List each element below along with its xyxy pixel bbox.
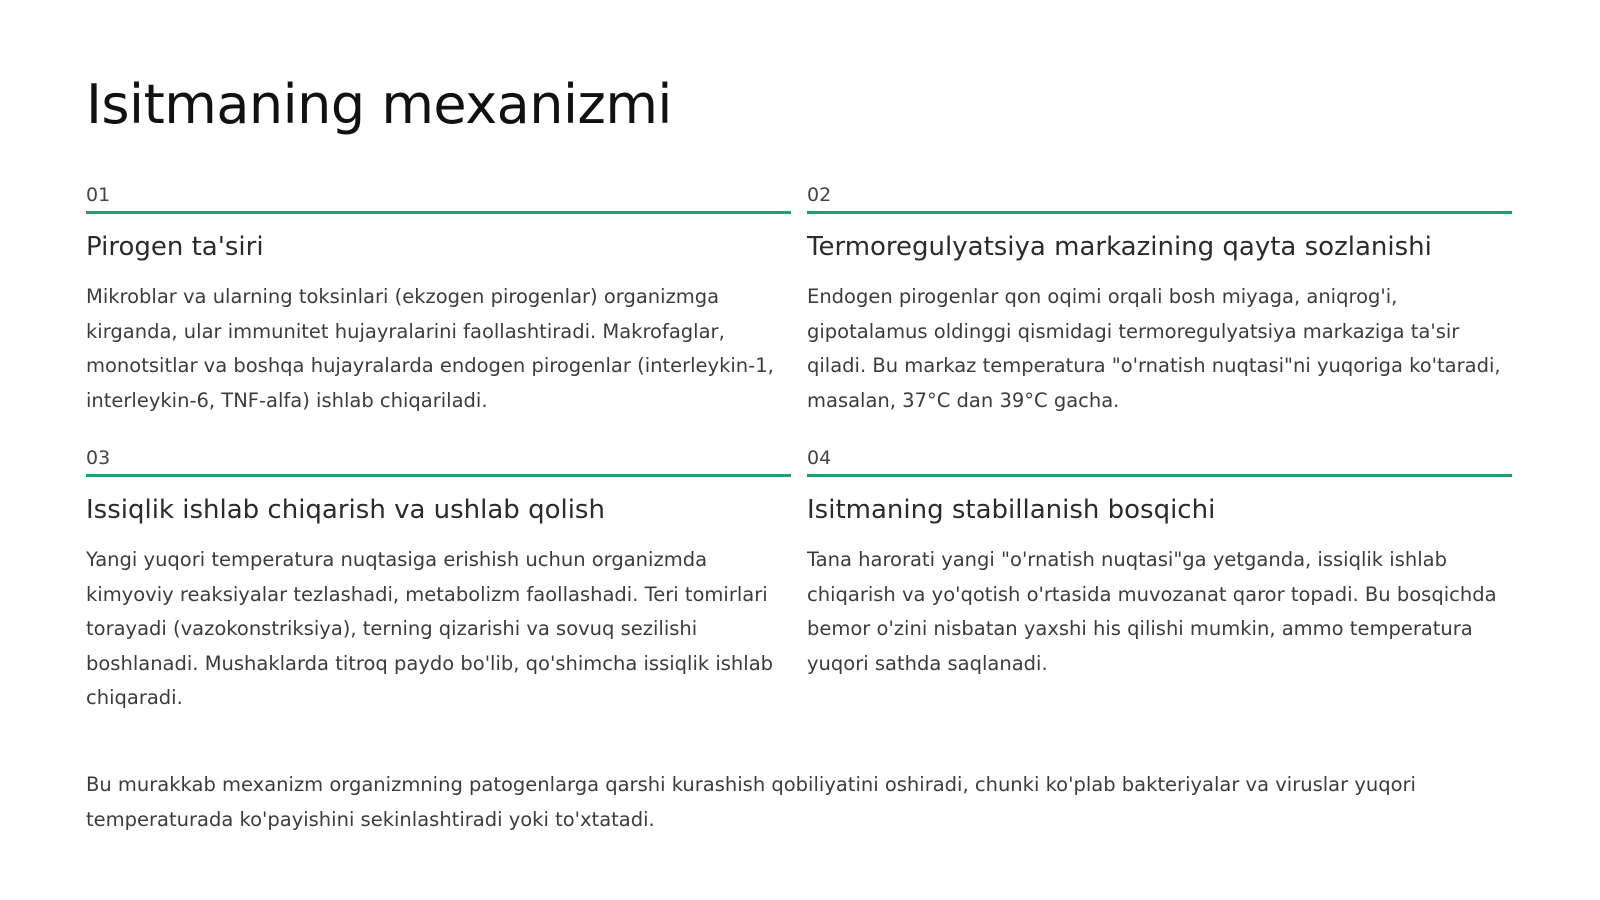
step-card-3 bbox=[86, 446, 791, 716]
step-text: Tana harorati yangi "o'rnatish nuqtasi"ga yetganda, issiqlik ishlab chiqarish va yo'qotish o'rtasida muvozanat qaror topadi. Bu bosqichda bemor o'zini nisbatan yaxshi his qilishi mumkin, ammo temperatura yuqori sathda saqlanadi. bbox=[807, 548, 1497, 675]
step-divider bbox=[807, 211, 1512, 214]
step-heading: Issiqlik ishlab chiqarish va ushlab qolish bbox=[86, 495, 605, 525]
step-text: Mikroblar va ularning toksinlari (ekzogen pirogenlar) organizmga kirganda, ular immunitet hujayralarini faollashtiradi. Makrofaglar, monotsitlar va boshqa hujayralarda endogen pirogenlar (interleykin-1, interleykin-6, TNF-alfa) ishlab chiqariladi. bbox=[86, 285, 774, 412]
step-divider bbox=[807, 474, 1512, 477]
page-title: Isitmaning mexanizmi bbox=[86, 73, 672, 136]
step-text: Endogen pirogenlar qon oqimi orqali bosh miyaga, aniqrog'i, gipotalamus oldinggi qismidagi termoregulyatsiya markaziga ta'sir qiladi. Bu markaz temperatura "o'rnatish nuqtasi"ni yuqoriga ko'taradi, masalan, 37°C dan 39°C gacha. bbox=[807, 285, 1501, 412]
step-heading: Pirogen ta'siri bbox=[86, 232, 264, 262]
step-heading: Isitmaning stabillanish bosqichi bbox=[807, 495, 1216, 525]
step-card-1 bbox=[86, 183, 791, 418]
step-number: 01 bbox=[86, 184, 111, 206]
step-number: 04 bbox=[807, 447, 832, 469]
step-divider bbox=[86, 474, 791, 477]
step-divider bbox=[86, 211, 791, 214]
summary-paragraph: Bu murakkab mexanizm organizmning patogenlarga qarshi kurashish qobiliyatini oshiradi, chunki ko'plab bakteriyalar va viruslar yuqori temperaturada ko'payishini sekinlashtiradi yoki to'xtatadi. bbox=[86, 773, 1416, 831]
step-text: Yangi yuqori temperatura nuqtasiga erishish uchun organizmda kimyoviy reaksiyalar tezlashadi, metabolizm faollashadi. Teri tomirlari torayadi (vazokonstriksiya), terning qizarishi va sovuq sezilishi boshlanadi. Mushaklarda titroq paydo bo'lib, qo'shimcha issiqlik ishlab chiqaradi. bbox=[86, 548, 774, 709]
step-heading: Termoregulyatsiya markazining qayta sozlanishi bbox=[807, 232, 1432, 262]
step-card-4 bbox=[807, 446, 1512, 716]
steps-grid bbox=[86, 183, 1512, 716]
step-card-2 bbox=[807, 183, 1512, 418]
step-number: 03 bbox=[86, 447, 111, 469]
step-number: 02 bbox=[807, 184, 832, 206]
